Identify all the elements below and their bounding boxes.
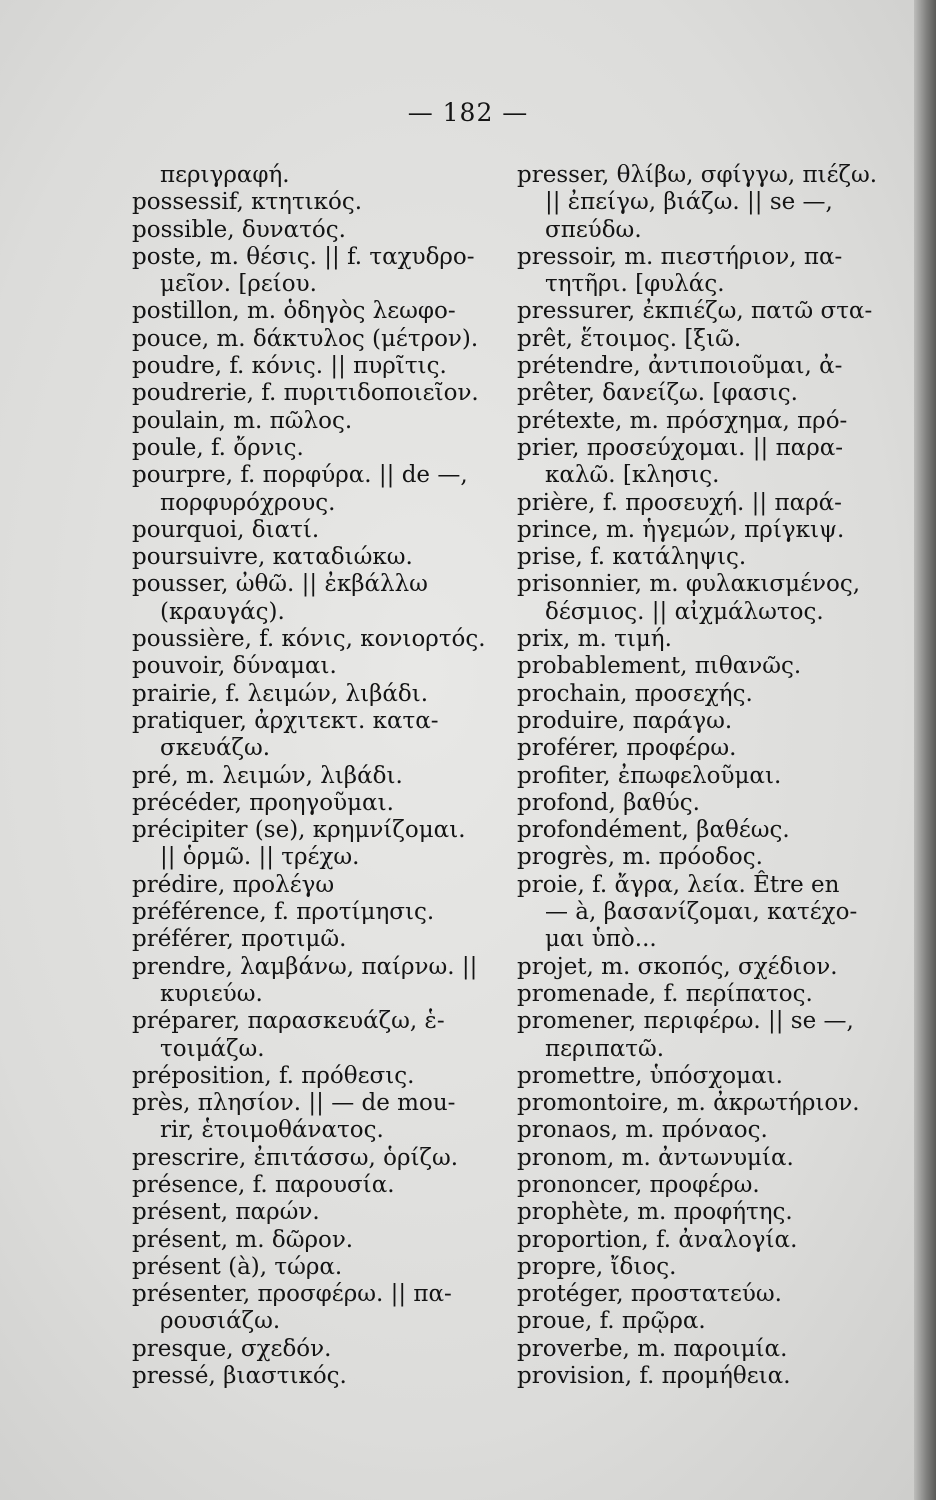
dictionary-line: provision, f. προμήθεια. bbox=[517, 1363, 791, 1390]
dictionary-line: (κραυγάς). bbox=[160, 598, 285, 625]
dictionary-line: rir, ἑτοιμοθάνατος. bbox=[160, 1117, 384, 1144]
dictionary-line: pratiquer, ἀρχιτεκτ. κατα- bbox=[132, 707, 439, 734]
dictionary-line: pressé, βιαστικός. bbox=[132, 1363, 347, 1390]
dictionary-line: présenter, προσφέρω. || πα- bbox=[132, 1281, 452, 1308]
dictionary-line: σκευάζω. bbox=[160, 735, 271, 762]
dictionary-line: près, πλησίον. || — de mou- bbox=[132, 1090, 456, 1117]
dictionary-line: prière, f. προσευχή. || παρά- bbox=[517, 489, 842, 516]
dictionary-line: préférer, προτιμῶ. bbox=[132, 926, 347, 953]
left-column bbox=[132, 162, 486, 1390]
dictionary-line: presque, σχεδόν. bbox=[132, 1335, 332, 1362]
dictionary-line: prescrire, ἐπιτάσσω, ὁρίζω. bbox=[132, 1144, 459, 1171]
dictionary-line: profiter, ἐπωφελοῦμαι. bbox=[517, 762, 782, 789]
dictionary-line: prêter, δανείζω. [φασις. bbox=[517, 380, 798, 407]
dictionary-line: περιγραφή. bbox=[160, 162, 290, 188]
dictionary-line: — à, βασανίζομαι, κατέχο- bbox=[545, 899, 858, 926]
dictionary-line: prédire, προλέγω bbox=[132, 871, 335, 898]
dictionary-line: proverbe, m. παροιμία. bbox=[517, 1335, 788, 1362]
dictionary-line: prisonnier, m. φυλακισμένος, bbox=[517, 571, 861, 598]
dictionary-line: poulain, m. πῶλος. bbox=[132, 407, 353, 434]
dictionary-line: καλῶ. [κλησις. bbox=[545, 462, 720, 489]
dictionary-line: prier, προσεύχομαι. || παρα- bbox=[517, 434, 844, 461]
dictionary-line: πορφυρόχρους. bbox=[160, 489, 336, 516]
dictionary-line: promontoire, m. ἀκρωτήριον. bbox=[517, 1090, 860, 1117]
dictionary-line: poste, m. θέσις. || f. ταχυδρο- bbox=[132, 243, 475, 270]
dictionary-line: prix, m. τιμή. bbox=[517, 626, 672, 653]
dictionary-line: proue, f. πρῷρα. bbox=[517, 1308, 706, 1335]
dictionary-line: μεῖον. [ρείου. bbox=[160, 271, 317, 298]
dictionary-line: poussière, f. κόνις, κονιορτός. bbox=[132, 626, 486, 653]
dictionary-line: pressoir, m. πιεστήριον, πα- bbox=[517, 243, 843, 270]
dictionary-line: κυριεύω. bbox=[160, 980, 263, 1007]
dictionary-line: pré, m. λειμών, λιβάδι. bbox=[132, 762, 403, 789]
dictionary-line: proie, f. ἄγρα, λεία. Être en bbox=[517, 871, 840, 898]
dictionary-line: poudrerie, f. πυριτιδοποιεῖον. bbox=[132, 380, 479, 407]
dictionary-line: pourpre, f. πορφύρα. || de —, bbox=[132, 462, 468, 489]
dictionary-line: possessif, κτητικός. bbox=[132, 189, 363, 216]
page-number: — 182 — bbox=[407, 98, 529, 127]
book-spine-shadow bbox=[914, 0, 936, 1500]
dictionary-line: projet, m. σκοπός, σχέδιον. bbox=[517, 953, 838, 980]
dictionary-line: prononcer, προφέρω. bbox=[517, 1171, 760, 1198]
dictionary-line: présent, παρών. bbox=[132, 1199, 320, 1226]
dictionary-line: probablement, πιθανῶς. bbox=[517, 653, 802, 680]
dictionary-line: postillon, m. ὁδηγὸς λεωφο- bbox=[132, 298, 456, 325]
dictionary-line: περιπατῶ. bbox=[545, 1035, 665, 1062]
right-column bbox=[517, 162, 878, 1390]
dictionary-line: protéger, προστατεύω. bbox=[517, 1281, 782, 1308]
dictionary-line: promenade, f. περίπατος. bbox=[517, 980, 813, 1007]
dictionary-line: prêt, ἕτοιμος. [ξιῶ. bbox=[517, 325, 742, 352]
dictionary-line: prince, m. ἡγεμών, πρίγκιψ. bbox=[517, 516, 845, 543]
dictionary-line: τοιμάζω. bbox=[160, 1035, 265, 1062]
dictionary-line: prétexte, m. πρόσχημα, πρό- bbox=[517, 407, 848, 434]
dictionary-line: μαι ὑπὸ... bbox=[545, 926, 657, 953]
dictionary-line: présent (à), τώρα. bbox=[132, 1253, 343, 1280]
dictionary-line: progrès, m. πρόοδος. bbox=[517, 844, 763, 871]
dictionary-line: présent, m. δῶρον. bbox=[132, 1226, 354, 1253]
dictionary-line: promettre, ὑπόσχομαι. bbox=[517, 1062, 783, 1089]
dictionary-line: poursuivre, καταδιώκω. bbox=[132, 544, 413, 571]
dictionary-line: profond, βαθύς. bbox=[517, 789, 700, 816]
dictionary-line: prendre, λαμβάνω, παίρνω. || bbox=[132, 953, 478, 980]
dictionary-line: || ὁρμῶ. || τρέχω. bbox=[160, 844, 360, 871]
dictionary-line: précipiter (se), κρημνίζομαι. bbox=[132, 817, 466, 844]
dictionary-line: présence, f. παρουσία. bbox=[132, 1171, 395, 1198]
dictionary-line: pouce, m. δάκτυλος (μέτρον). bbox=[132, 325, 479, 352]
dictionary-line: pousser, ὠθῶ. || ἐκβάλλω bbox=[132, 571, 428, 598]
dictionary-line: pourquoi, διατί. bbox=[132, 516, 320, 543]
dictionary-line: || ἐπείγω, βιάζω. || se —, bbox=[545, 189, 833, 216]
dictionary-line: δέσμιος. || αἰχμάλωτος. bbox=[545, 598, 824, 625]
dictionary-line: ρουσιάζω. bbox=[160, 1308, 281, 1335]
dictionary-line: pouvoir, δύναμαι. bbox=[132, 653, 337, 680]
dictionary-line: pressurer, ἐκπιέζω, πατῶ στα- bbox=[517, 298, 873, 325]
dictionary-line: prochain, προσεχής. bbox=[517, 680, 753, 707]
dictionary-line: produire, παράγω. bbox=[517, 707, 733, 734]
dictionary-line: prophète, m. προφήτης. bbox=[517, 1199, 793, 1226]
dictionary-line: presser, θλίβω, σφίγγω, πιέζω. bbox=[517, 162, 878, 188]
dictionary-line: pronaos, m. πρόναος. bbox=[517, 1117, 768, 1144]
dictionary-line: poudre, f. κόνις. || πυρῖτις. bbox=[132, 353, 447, 380]
dictionary-line: pronom, m. ἀντωνυμία. bbox=[517, 1144, 794, 1171]
dictionary-line: précéder, προηγοῦμαι. bbox=[132, 789, 394, 816]
dictionary-line: profondément, βαθέως. bbox=[517, 817, 790, 844]
dictionary-line: propre, ἴδιος. bbox=[517, 1253, 677, 1280]
dictionary-line: préparer, παρασκευάζω, ἑ- bbox=[132, 1008, 445, 1035]
dictionary-line: prétendre, ἀντιποιοῦμαι, ἀ- bbox=[517, 353, 843, 380]
dictionary-line: préférence, f. προτίμησις. bbox=[132, 899, 435, 926]
dictionary-line: proportion, f. ἀναλογία. bbox=[517, 1226, 798, 1253]
dictionary-line: τητῆρι. [φυλάς. bbox=[545, 271, 725, 298]
dictionary-line: promener, περιφέρω. || se —, bbox=[517, 1008, 854, 1035]
dictionary-line: prairie, f. λειμών, λιβάδι. bbox=[132, 680, 429, 707]
dictionary-line: préposition, f. πρόθεσις. bbox=[132, 1062, 415, 1089]
dictionary-line: proférer, προφέρω. bbox=[517, 735, 737, 762]
dictionary-line: prise, f. κατάληψις. bbox=[517, 544, 747, 571]
dictionary-line: σπεύδω. bbox=[545, 216, 642, 243]
dictionary-line: poule, f. ὄρνις. bbox=[132, 434, 304, 461]
dictionary-line: possible, δυνατός. bbox=[132, 216, 346, 243]
